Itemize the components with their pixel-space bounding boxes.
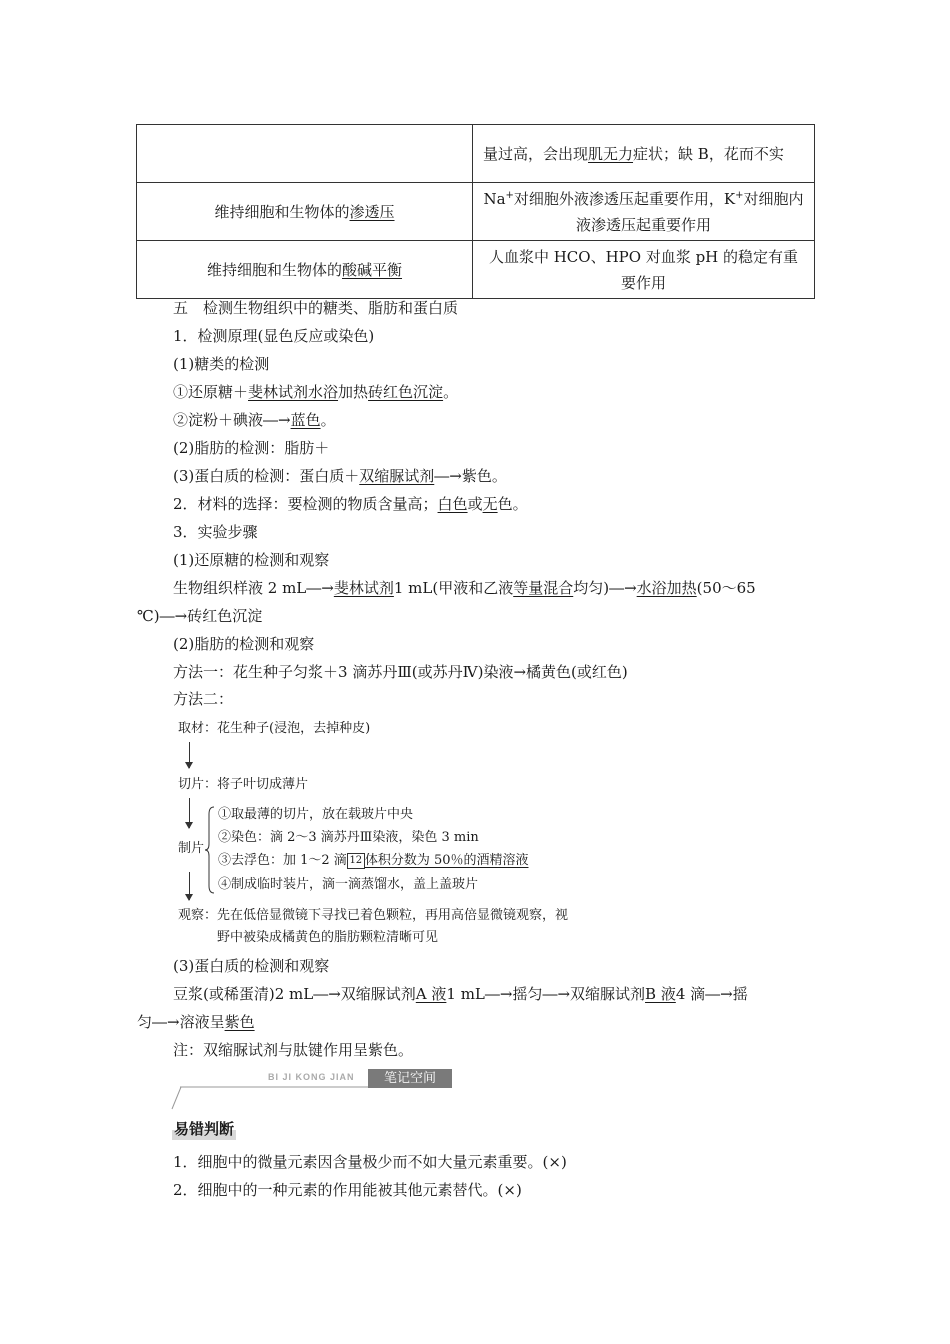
down-arrow-icon xyxy=(189,742,190,768)
paragraph: 方法二： xyxy=(173,690,234,708)
paragraph: ℃)―→砖红色沉淀 xyxy=(137,607,263,625)
table-cell xyxy=(137,125,473,183)
text: 生物组织样液 2 mL―→ xyxy=(173,579,334,597)
judge-item: 1．细胞中的微量元素因含量极少而不如大量元素重要。(×) xyxy=(173,1153,567,1171)
cell-text: 对细胞内液渗透压起重要作用 xyxy=(575,189,804,234)
paragraph: 1．检测原理(显色反应或染色) xyxy=(173,327,375,345)
text: 。 xyxy=(443,383,459,401)
paragraph: (1)还原糖的检测和观察 xyxy=(173,551,330,569)
text: 匀―→溶液呈 xyxy=(137,1013,225,1031)
flow-substep: ②染色：滴 2～3 滴苏丹Ⅲ染液，染色 3 min xyxy=(218,830,479,845)
paragraph xyxy=(173,465,507,487)
table-cell xyxy=(137,241,473,299)
flow-step-observe-cont: 野中被染成橘黄色的脂肪颗粒清晰可见 xyxy=(217,930,439,945)
flow-step-sampling: 取材：花生种子(浸泡，去掉种皮) xyxy=(178,721,371,736)
superscript: + xyxy=(735,189,744,201)
text: 色。 xyxy=(497,495,528,513)
cell-text-underlined: 酸碱平衡 xyxy=(342,260,403,279)
paragraph: (2)脂肪的检测和观察 xyxy=(173,635,315,653)
table-cell xyxy=(137,183,473,241)
cell-text: 维持细胞和生物体的 xyxy=(214,202,350,221)
underlined-text: 斐林试剂 xyxy=(333,579,394,597)
flow-step-mounting: 制片 xyxy=(178,841,205,856)
underlined-text: 紫色 xyxy=(224,1013,255,1031)
boxed-number: 12 xyxy=(347,853,365,869)
table-row xyxy=(137,125,815,183)
table-cell xyxy=(473,183,815,241)
table-row xyxy=(137,241,815,299)
table-row xyxy=(137,183,815,241)
down-arrow-icon xyxy=(189,872,190,900)
section-heading: 易错判断 xyxy=(174,1120,235,1138)
paragraph: 注：双缩脲试剂与肽键作用呈紫色。 xyxy=(173,1041,414,1059)
cell-text-underlined: 渗透压 xyxy=(349,202,395,221)
down-arrow-icon xyxy=(189,798,190,828)
text: 1 mL(甲液和乙液 xyxy=(393,579,514,597)
judge-item: 2．细胞中的一种元素的作用能被其他元素替代。(×) xyxy=(173,1181,522,1199)
underlined-text: 水浴加热 xyxy=(636,579,697,597)
notes-band-pinyin: BI JI KONG JIAN xyxy=(268,1072,355,1082)
underlined-text: 双缩脲试剂 xyxy=(359,467,435,485)
text: 均匀)―→ xyxy=(573,579,637,597)
paragraph: 方法一：花生种子匀浆＋3 滴苏丹Ⅲ(或苏丹Ⅳ)染液→橘黄色(或红色) xyxy=(173,663,628,681)
paragraph: (1)糖类的检测 xyxy=(173,355,270,373)
paragraph: (2)脂肪的检测：脂肪＋ xyxy=(173,439,330,457)
text: 或 xyxy=(467,495,483,513)
superscript: + xyxy=(505,189,514,201)
underlined-text: 蓝色 xyxy=(290,411,321,429)
brace-icon xyxy=(205,806,215,894)
underlined-text: 斐林试剂水浴 xyxy=(248,383,339,401)
paragraph xyxy=(173,983,748,1005)
text: (50～65 xyxy=(696,579,756,597)
text: ―→紫色。 xyxy=(434,467,507,485)
text: 。 xyxy=(320,411,336,429)
text: (3)蛋白质的检测：蛋白质＋ xyxy=(173,467,360,485)
cell-text: Na xyxy=(483,189,506,208)
text: ①还原糖＋ xyxy=(173,383,249,401)
element-function-table xyxy=(136,124,815,299)
flow-substep xyxy=(218,852,529,870)
text: 加热 xyxy=(338,383,369,401)
underlined-text: 体积分数为 50％的酒精溶液 xyxy=(364,853,529,868)
text: 2．材料的选择：要检测的物质含量高； xyxy=(173,495,438,513)
underlined-text: B 液 xyxy=(645,985,676,1003)
paragraph: (3)蛋白质的检测和观察 xyxy=(173,957,330,975)
paragraph xyxy=(137,1011,255,1033)
cell-text: 人血浆中 HCO、HPO 对血浆 pH 的稳定有重要作用 xyxy=(488,247,799,292)
paragraph xyxy=(173,381,458,403)
cell-text: 对细胞外液渗透压起重要作用，K xyxy=(513,189,736,208)
cell-text: 症状；缺 B，花而不实 xyxy=(633,144,784,163)
text: 4 滴―→摇 xyxy=(675,985,748,1003)
flow-substep: ④制成临时装片，滴一滴蒸馏水，盖上盖玻片 xyxy=(218,877,479,892)
text: 豆浆(或稀蛋清)2 mL―→双缩脲试剂 xyxy=(173,985,416,1003)
notes-band xyxy=(180,1069,452,1088)
underlined-text: 无 xyxy=(482,495,498,513)
flow-step-slicing: 切片：将子叶切成薄片 xyxy=(178,777,309,792)
section-title: 五 检测生物组织中的糖类、脂肪和蛋白质 xyxy=(173,299,459,317)
notes-band-tag: 笔记空间 xyxy=(368,1069,452,1088)
underlined-text: 白色 xyxy=(437,495,468,513)
text: ③去浮色：加 1～2 滴 xyxy=(218,853,347,868)
underlined-text: A 液 xyxy=(415,985,447,1003)
band-corner-icon xyxy=(170,1086,182,1110)
cell-text: 维持细胞和生物体的 xyxy=(206,260,342,279)
cell-text-underlined: 肌无力 xyxy=(588,144,634,163)
cell-text: 量过高，会出现 xyxy=(483,144,589,163)
flow-substep: ①取最薄的切片，放在载玻片中央 xyxy=(218,807,414,822)
text: 1 mL―→摇匀―→双缩脲试剂 xyxy=(446,985,646,1003)
paragraph xyxy=(173,577,756,599)
paragraph xyxy=(173,493,528,515)
text: ②淀粉＋碘液―→ xyxy=(173,411,291,429)
underlined-text: 砖红色沉淀 xyxy=(368,383,444,401)
table-cell xyxy=(473,241,815,299)
paragraph xyxy=(173,409,336,431)
flow-step-observe: 观察：先在低倍显微镜下寻找已着色颗粒，再用高倍显微镜观察，视 xyxy=(178,908,569,923)
paragraph: 3．实验步骤 xyxy=(173,523,258,541)
table-cell xyxy=(473,125,815,183)
underlined-text: 等量混合 xyxy=(513,579,574,597)
